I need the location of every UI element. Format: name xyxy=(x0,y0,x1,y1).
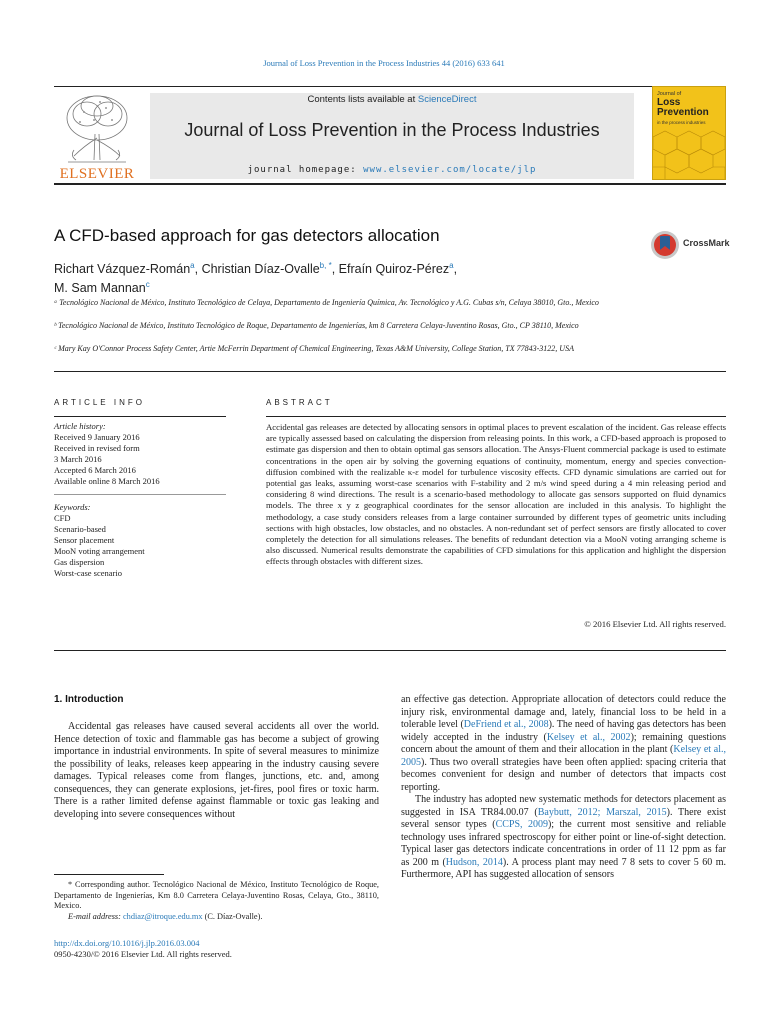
article-title: A CFD-based approach for gas detectors allocation xyxy=(54,226,440,245)
author-name[interactable]: M. Sam Mannan xyxy=(54,281,146,296)
intro-left-column xyxy=(54,721,379,821)
reference-link[interactable]: Kelsey et al., 2005 xyxy=(401,744,727,768)
para-text: ); the current most sensitive and reliable technology uses infrared spectroscopy for either point or line-of-sight detection. Typical laser gas detectors indicate concentrations in order of 11 12 ppm as far as 200 m ( xyxy=(401,819,726,868)
reference-link[interactable]: CCPS, 2009 xyxy=(495,819,548,830)
history-item: Received 9 January 2016 xyxy=(54,432,140,442)
footnote-email-line xyxy=(54,912,379,923)
homepage-prefix: journal homepage: xyxy=(247,165,364,175)
reference-link[interactable]: Kelsey et al., 2002 xyxy=(546,731,631,743)
cover-pattern-graphic xyxy=(653,129,726,180)
author-affil-marker[interactable]: b, * xyxy=(319,261,332,270)
journal-homepage-line xyxy=(150,165,634,175)
cover-line-2: Loss Prevention xyxy=(657,97,709,118)
keyword-item: Worst-case scenario xyxy=(54,568,122,578)
author-list xyxy=(54,258,654,296)
header-top-rule xyxy=(54,86,726,87)
para-text: an effective gas detection. Appropriate allocation of detectors could reduce the injury risk, environmental damage and, lately, financial loss to be held in a tolerable level ( xyxy=(401,694,726,730)
affiliation-a: ᵃ Tecnológico Nacional de México, Instituto Tecnológico de Celaya, Departamento de Ingeniería Química, Av. Tecnológico y A.G. Cubas s/n, Celaya 38010, Gto., Mexico xyxy=(54,298,599,307)
keyword-item: Gas dispersion xyxy=(54,557,105,567)
history-item: Received in revised form xyxy=(54,443,140,453)
crossmark-label[interactable]: CrossMark xyxy=(683,238,730,248)
author-name[interactable]: Richart Vázquez-Román xyxy=(54,262,191,277)
para-text: The industry has adopted new systematic methods for detectors placement as suggested in ISA TR84.00.07 ( xyxy=(401,794,726,818)
abstract-rule xyxy=(266,416,726,417)
contents-prefix: Contents lists available at xyxy=(307,94,418,105)
keywords-list xyxy=(54,502,226,579)
intro-right-column xyxy=(401,694,726,882)
para-text: ). There exist several sensor types ( xyxy=(401,806,726,830)
article-info-rule xyxy=(54,416,226,417)
history-item: Available online 8 March 2016 xyxy=(54,476,160,486)
sciencedirect-link[interactable]: ScienceDirect xyxy=(417,94,477,105)
header-bottom-rule xyxy=(54,183,726,185)
para-text: ). The need of having gas detectors has been widely accepted in the industry ( xyxy=(401,719,727,743)
intro-paragraph-2 xyxy=(401,694,726,794)
doi-link[interactable]: http://dx.doi.org/10.1016/j.jlp.2016.03.004 xyxy=(54,938,200,948)
abstract-heading: ABSTRACT xyxy=(266,398,333,407)
homepage-url-link[interactable]: www.elsevier.com/locate/jlp xyxy=(363,165,537,175)
issn-line: 0950-4230/© 2016 Elsevier Ltd. All rights reserved. xyxy=(54,948,232,959)
author-affil-marker[interactable]: c xyxy=(145,280,150,290)
abstract-bottom-rule xyxy=(54,650,726,651)
article-info-heading: ARTICLE INFO xyxy=(54,398,145,407)
keyword-item: Sensor placement xyxy=(54,535,115,545)
affiliations-rule xyxy=(54,371,726,372)
intro-paragraph-1: Accidental gas releases have caused several accidents all over the world. Hence detection of toxic and flammable gas has become a subject of growing importance in industrial environments. In spite of several measures to minimize the possibility of leaks, releases keep appearing in the industry causing severe damages. Typical releases come from flanges, junctions, etc. and, among consequences, they can generate explosions, jet-fires, pool fires or toxic harm. There is a rather limited defense against flammable or toxic gas leaking and developing into severe consequences without xyxy=(54,721,379,820)
author-name[interactable]: Efraín Quiroz-Pérez xyxy=(338,262,450,277)
journal-cover-thumbnail[interactable] xyxy=(652,86,726,180)
abstract-copyright: © 2016 Elsevier Ltd. All rights reserved. xyxy=(584,619,726,629)
reference-link[interactable]: Baybutt, 2012; Marszal, 2015 xyxy=(537,806,667,818)
elsevier-wordmark: ELSEVIER xyxy=(59,166,135,182)
abstract-text: Accidental gas releases are detected by allocating sensors in optimal places to prevent escalation of the incident. Gas release effects are typically assessed based on calculating the dispersion from releasing points. In this work, a CFD-based approach is proposed to estimate gas dispersion and then to obtain optimal gas sensors allocation. The Ansys-Fluent commercial package is used to estimate concentrations in the open air by solving the governing equations of continuity, momentum, energy and species convection-diffusion combined with the realizable κ-ε model for turbulence viscosity effects. CFD dynamic simulations are carried out for potential gas leaks, assuming worst-case scenarios with F-stability and 2 m/s wind speed during a 4 min releasing period and considering 8 wind directions. The result is a scenario-based methodology to allocate gas sensors supported on fluid dynamics models. The three x y z geographical coordinates for the sensor allocation are included in this analysis. To highlight the methodology, a case study considers releases from a large container surrounded by different types of geometric units including sections with high obstacles, low obstacles, and no obstacles. A non-redundant set of perfect sensors are firstly allocated to cover completely the detection for all simulations releases. The benefits of redundant detection via a MooN voting arranging scheme is also discussed. Numerical results demonstrate the capabilities of CFD simulations for this application and highlight the dispersion effects through obstacles with different sizes. xyxy=(266,422,726,567)
journal-citation-link[interactable]: Journal of Loss Prevention in the Process Industries 44 (2016) 633 641 xyxy=(263,58,505,68)
para-text: ); remaining questions concern about the amount of them and their allocation in the plant ( xyxy=(401,731,727,755)
reference-link[interactable]: Hudson, 2014 xyxy=(445,856,503,868)
crossmark-icon[interactable] xyxy=(650,230,680,260)
cover-line-1: Journal of xyxy=(657,91,682,97)
email-link[interactable]: chdiaz@itroque.edu.mx xyxy=(123,911,203,921)
affiliation-c: ᶜ Mary Kay O'Connor Process Safety Center, Artie McFerrin Department of Chemical Engineering, Texas A&M University, College Station, TX 77843-3122, USA xyxy=(54,344,574,353)
email-label: E-mail address: xyxy=(68,911,123,921)
keyword-item: Scenario-based xyxy=(54,524,106,534)
keyword-item: MooN voting arrangement xyxy=(54,546,145,556)
corresponding-author-footnote xyxy=(54,880,379,922)
history-item: Accepted 6 March 2016 xyxy=(54,465,136,475)
keyword-item: CFD xyxy=(54,513,71,523)
footnote-rule xyxy=(54,874,164,875)
intro-paragraph-3 xyxy=(401,794,726,882)
doi-block xyxy=(54,938,232,959)
contents-available-line xyxy=(150,94,634,105)
section-heading-introduction: 1. Introduction xyxy=(54,694,124,705)
cover-line-3: in the process industries xyxy=(657,120,706,125)
author-affil-marker[interactable]: a xyxy=(190,261,195,270)
author-separator: , xyxy=(194,262,202,277)
history-label: Article history: xyxy=(54,421,106,431)
keywords-label: Keywords: xyxy=(54,502,91,512)
keywords-divider xyxy=(54,494,226,495)
footnote-corresponding: * Corresponding author. Tecnológico Nacional de México, Instituto Tecnológico de Roque, Departamento de Ingenierías, Km 8.0 Carretera Celaya-Juventino Rosas, Celaya, Gto., 38110, Mexico. xyxy=(54,880,379,910)
para-text: ). Thus two overall strategies have been often applied: spacing criteria that becomes convenient for design and number of detectors that impacts cost reporting. xyxy=(401,756,726,793)
article-history xyxy=(54,421,226,487)
author-affil-marker[interactable]: a xyxy=(449,261,454,270)
author-name[interactable]: Christian Díaz-Ovalle xyxy=(201,262,320,277)
history-item: 3 March 2016 xyxy=(54,454,102,464)
author-separator: , xyxy=(453,262,458,277)
reference-link[interactable]: DeFriend et al., 2008 xyxy=(463,719,549,730)
author-separator: , xyxy=(331,262,339,277)
journal-title: Journal of Loss Prevention in the Process Industries xyxy=(184,120,600,140)
affiliation-b: ᵇ Tecnológico Nacional de México, Instituto Tecnológico de Roque, Departamento de Ingenierías, km 8 Carretera Celaya-Juventino Rosas, Gto., CP 38110, Mexico xyxy=(54,321,579,330)
para-text: ). A process plant may need 7 8 sets to cover 5 60 m. Furthermore, API has suggested allocation of sensors xyxy=(401,856,726,880)
email-suffix: (C. Díaz-Ovalle). xyxy=(202,911,263,921)
